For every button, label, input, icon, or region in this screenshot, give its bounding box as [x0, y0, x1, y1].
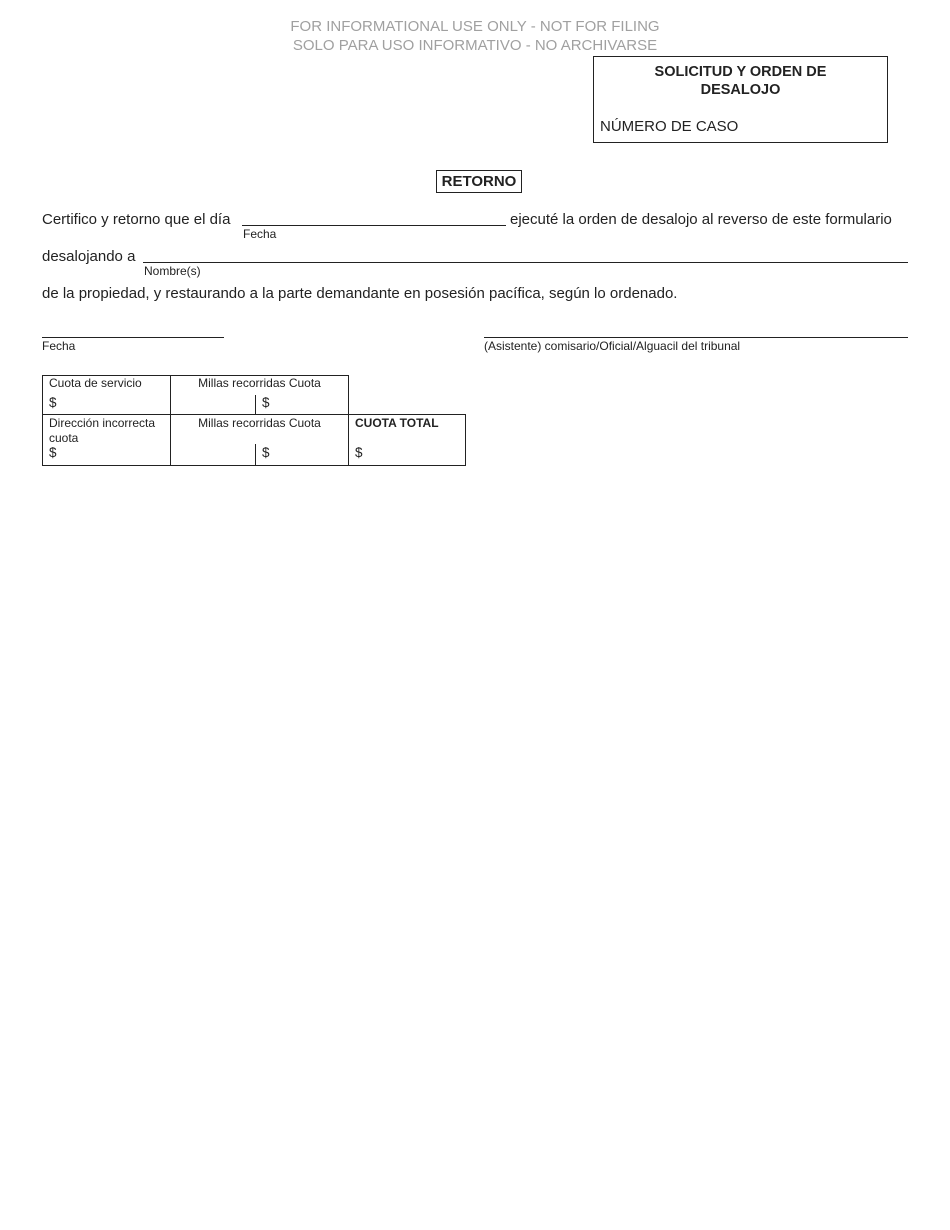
- officer-signature-field[interactable]: [484, 337, 908, 338]
- names-field[interactable]: [143, 262, 908, 263]
- wrong-address-label: Dirección incorrecta cuota: [49, 416, 156, 445]
- service-fee-label: Cuota de servicio: [49, 376, 142, 390]
- certify-text-end: ejecuté la orden de desalojo al reverso de este formulario: [510, 211, 892, 228]
- total-fee-cell[interactable]: [348, 414, 466, 466]
- miles-input-2[interactable]: [177, 443, 249, 465]
- signature-date-label: Fecha: [42, 339, 76, 353]
- property-text: de la propiedad, y restaurando a la parte demandante en posesión pacífica, según lo ordenado.: [42, 285, 678, 302]
- names-caption: Nombre(s): [144, 264, 201, 278]
- service-fee-currency: $: [49, 395, 57, 410]
- miles-fee-currency-1[interactable]: $: [262, 395, 270, 410]
- date-caption: Fecha: [243, 227, 277, 241]
- miles-fee-label-1: Millas recorridas Cuota: [198, 376, 321, 390]
- watermark-line-2: SOLO PARA USO INFORMATIVO - NO ARCHIVARSE: [292, 37, 658, 54]
- fee-table: [42, 375, 466, 466]
- wrong-address-currency: $: [49, 445, 57, 460]
- miles-fee-cell-2: [170, 414, 349, 466]
- miles-divider-1: [255, 395, 256, 414]
- miles-fee-cell-1: [170, 375, 349, 415]
- wrong-address-fee-cell[interactable]: [42, 414, 171, 466]
- form-title-line-1: SOLICITUD Y ORDEN DE: [654, 64, 827, 80]
- form-title: [594, 63, 887, 99]
- total-fee-label: CUOTA TOTAL: [355, 416, 439, 430]
- officer-signature-label: (Asistente) comisario/Oficial/Alguacil del tribunal: [484, 339, 741, 353]
- certify-text-start: Certifico y retorno que el día: [42, 211, 231, 228]
- retorno-heading: RETORNO: [436, 170, 522, 193]
- miles-divider-2: [255, 444, 256, 465]
- evicting-text: desalojando a: [42, 248, 136, 265]
- miles-fee-currency-2[interactable]: $: [262, 445, 270, 460]
- miles-input-1[interactable]: [177, 394, 249, 414]
- date-field[interactable]: [242, 225, 506, 226]
- case-box: [593, 56, 888, 143]
- case-number-label: NÚMERO DE CASO: [600, 118, 739, 135]
- signature-date-field[interactable]: [42, 337, 224, 338]
- total-fee-currency: $: [355, 445, 363, 460]
- service-fee-cell[interactable]: [42, 375, 171, 415]
- miles-fee-label-2: Millas recorridas Cuota: [198, 416, 321, 430]
- form-title-line-2: DESALOJO: [700, 82, 781, 98]
- watermark-line-1: FOR INFORMATIONAL USE ONLY - NOT FOR FILING: [290, 18, 660, 35]
